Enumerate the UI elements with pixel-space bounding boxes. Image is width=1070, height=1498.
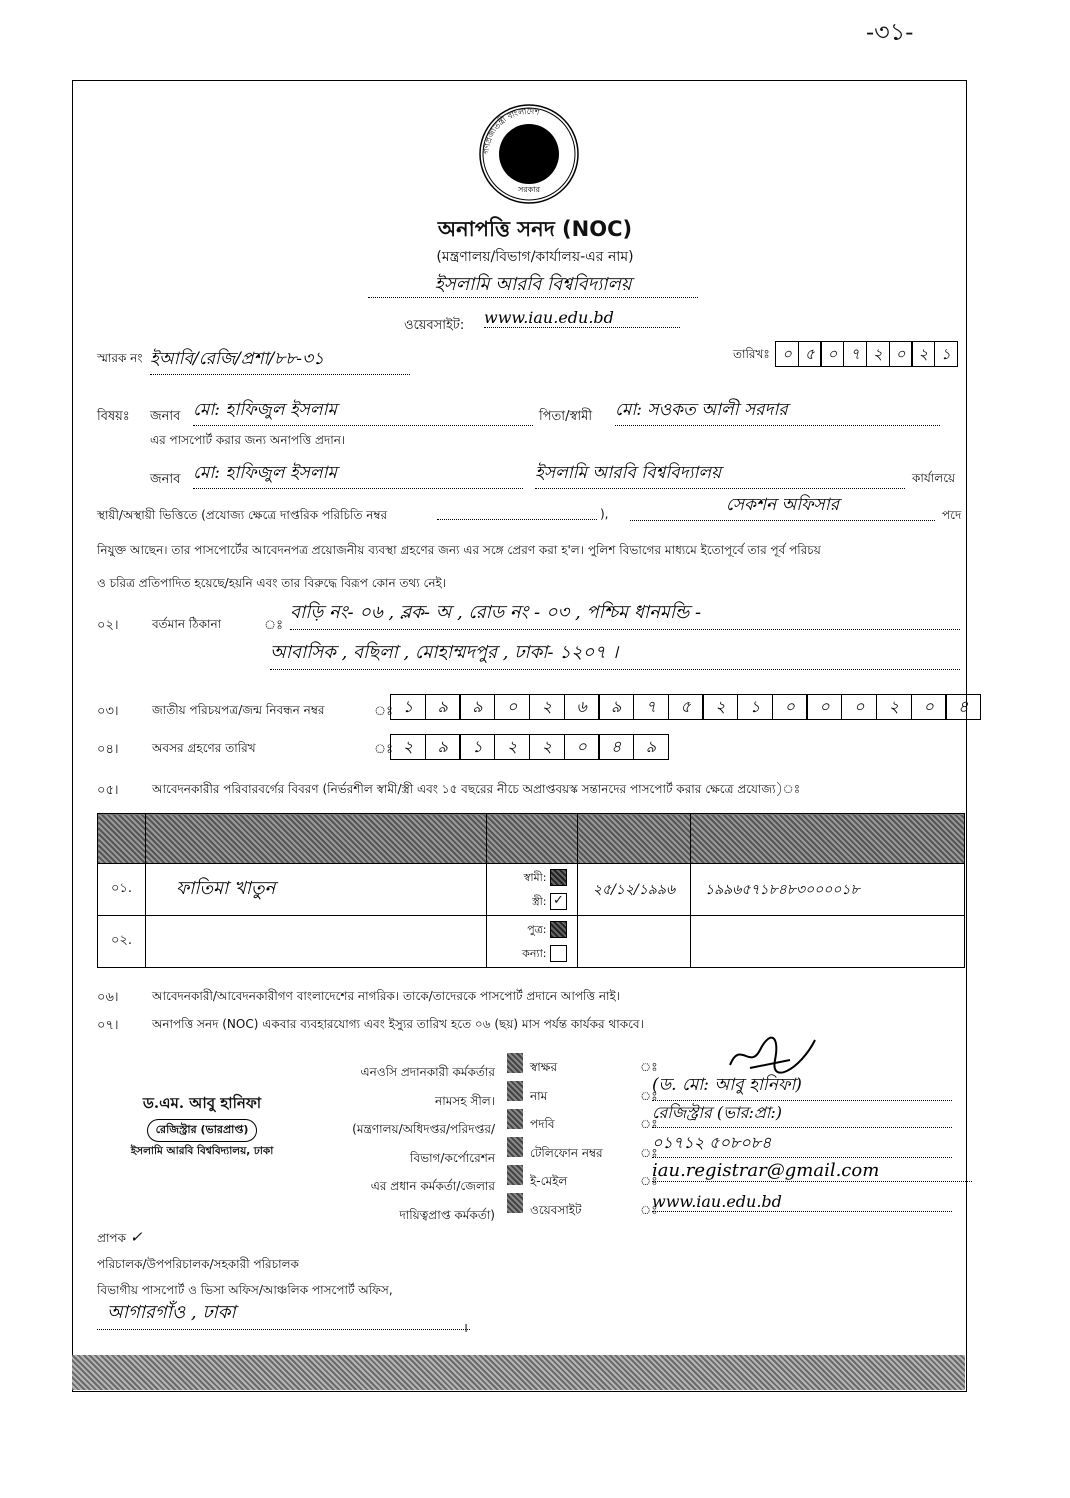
address-line2: আবাসিক , বছিলা , মোহাম্মদপুর , ঢাকা- ১২০৭ । — [270, 638, 960, 670]
digit-box: ১ — [390, 694, 426, 720]
officer-left-line: এনওসি প্রদানকারী কর্মকর্তার — [360, 1065, 495, 1079]
digit-box: ৯ — [425, 694, 461, 720]
svg-text:গণপ্রজাতন্ত্রী বাংলাদেশ: গণপ্রজাতন্ত্রী বাংলাদেশ — [481, 106, 541, 155]
bottom-shaded-strip — [72, 1355, 965, 1390]
officer-left-line: দায়িত্বপ্রাপ্ত কর্মকর্তা) — [399, 1207, 495, 1222]
body-mr-label: জনাব — [150, 472, 181, 487]
officer-email-value: iau.registrar@gmail.com — [652, 1160, 972, 1182]
digit-box: ২ — [529, 694, 565, 720]
digit-box: ৯ — [633, 734, 669, 760]
member-dob: ২৫/১২/১৯৯৬ — [578, 864, 691, 916]
officer-left-labels — [300, 1058, 495, 1229]
date-label: তারিখঃ — [733, 347, 770, 361]
permanent-close: ), — [600, 507, 609, 521]
item03-number: ০৩। — [97, 704, 119, 719]
digit-box: ৯ — [598, 694, 634, 720]
family-member-name — [146, 916, 487, 968]
officer-field-labels — [530, 1053, 603, 1224]
shaded-marker — [507, 1081, 523, 1101]
page-number: -৩১- — [866, 18, 914, 46]
officer-field-label: ই-মেইল — [530, 1174, 568, 1188]
recipient-place: আগারগাঁও , ঢাকা — [97, 1298, 470, 1330]
officer-designation-value: রেজিস্ট্রার (ভার:প্রা:) — [652, 1100, 952, 1128]
digit-box: ০ — [494, 694, 530, 720]
ministry-name: ইসলামি আরবি বিশ্ববিদ্যালয় — [434, 274, 632, 295]
item05-number: ০৫। — [97, 783, 119, 798]
colon: ঃ — [640, 1060, 658, 1074]
digit-box: ১ — [737, 694, 773, 720]
son-checkbox — [550, 921, 567, 938]
digit-box: ৭ — [633, 694, 669, 720]
shaded-marker — [507, 1193, 523, 1213]
officer-left-line: নামসহ সীল। — [435, 1093, 495, 1108]
address-line1: বাড়ি নং- ০৬ , ব্লক- অ , রোড নং - ০৩ , পশ্চিম ধানমন্ডি - — [290, 598, 960, 630]
body-office: ইসলামি আরবি বিশ্ববিদ্যালয় — [535, 460, 905, 489]
item07-text: অনাপত্তি সনদ (NOC) একবার ব্যবহারযোগ্য এবং ইস্যুর তারিখ হতে ০৬ (ছয়) মাস পর্যন্ত কার্যকর থাকবে। — [152, 1017, 644, 1031]
digit-box: ৯ — [425, 734, 461, 760]
digit-box: ২ — [529, 734, 565, 760]
stamp-name: ড.এম. আবু হানিফা — [142, 1094, 262, 1112]
relation-label-daughter: কন্যা: — [522, 946, 547, 960]
stamp-title: রেজিস্ট্রার (ভারপ্রাপ্ত) — [147, 1119, 258, 1142]
recipient-label — [97, 1228, 142, 1250]
digit-box: ০ — [841, 694, 877, 720]
recipient-check-mark: ✓ — [129, 1228, 143, 1246]
digit-box: ০ — [564, 734, 600, 760]
officer-left-line: (মন্ত্রণালয়/অধিদপ্তর/পরিদপ্তর/ — [352, 1122, 495, 1136]
family-header-cell — [98, 814, 146, 864]
officer-field-label: পদবি — [530, 1117, 555, 1131]
relation-cell — [487, 916, 578, 968]
digit-box: ০ — [775, 341, 799, 367]
officer-left-line: বিভাগ/কর্পোরেশন — [410, 1150, 495, 1165]
officer-stamp — [102, 1092, 302, 1161]
digit-box: ২ — [390, 734, 426, 760]
recipient-end: । — [463, 1321, 468, 1336]
website-label: ওয়েবসাইট: — [404, 318, 465, 333]
digit-box: ০ — [889, 341, 913, 367]
date-boxes — [775, 341, 957, 367]
officer-field-label: টেলিফোন নম্বর — [530, 1145, 603, 1160]
relation-cell — [487, 864, 578, 916]
digit-box: ২ — [866, 341, 890, 367]
shaded-marker — [507, 1137, 523, 1157]
item03-colon: ঃ — [374, 704, 394, 719]
item02-number: ০২। — [97, 618, 119, 633]
paragraph-line1: নিযুক্ত আছেন। তার পাসপোর্টের আবেদনপত্র প্রয়োজনীয় ব্যবস্থা গ্রহণের জন্য এর সঙ্গে প্রেরণ করা হ'ল। পুলিশ বিভাগের মাধ্যমে ইতোপূর্বে তার পূর্ব পরিচয় — [97, 543, 821, 557]
item03-label: জাতীয় পরিচয়পত্র/জন্ম নিবন্ধন নম্বর — [152, 703, 325, 717]
officer-left-line: এর প্রধান কর্মকর্তা/জেলার — [370, 1179, 495, 1193]
shaded-marker — [507, 1165, 523, 1185]
wife-checkbox: ✓ — [550, 893, 567, 910]
website-value: www.iau.edu.bd — [484, 308, 680, 328]
item06-number: ০৬। — [97, 990, 119, 1005]
digit-box: ২ — [911, 341, 935, 367]
family-header-cell — [691, 814, 965, 864]
family-row — [98, 864, 965, 916]
memo-label: স্মারক নং — [97, 351, 143, 365]
digit-box: ২ — [494, 734, 530, 760]
subject-line2: এর পাসপোর্ট করার জন্য অনাপত্তি প্রদান। — [150, 433, 346, 447]
digit-box: ৭ — [843, 341, 867, 367]
nid-boxes — [390, 694, 980, 720]
officer-field-label: নাম — [530, 1088, 548, 1103]
family-header-cell — [146, 814, 487, 864]
item04-colon: ঃ — [374, 742, 394, 757]
officer-name-value: (ড. মো: আবু হানিফা) — [652, 1072, 952, 1101]
subject-mr-label: জনাব — [150, 409, 181, 424]
digit-box: ৫ — [668, 694, 704, 720]
shaded-marker — [507, 1109, 523, 1129]
subject-label: বিষয়ঃ — [97, 409, 130, 424]
digit-box: ০ — [806, 694, 842, 720]
stamp-org: ইসলামি আরবি বিশ্ববিদ্যালয়, ঢাকা — [130, 1145, 274, 1157]
shaded-marker — [507, 1053, 523, 1073]
family-row — [98, 916, 965, 968]
member-nid: ১৯৯৬৫৭১৮৪৮৩০০০০১৮ — [691, 864, 965, 916]
officer-phone-value: ০১৭১২ ৫০৮০৮৪ — [652, 1130, 952, 1158]
digit-box: ০ — [772, 694, 808, 720]
ministry-underline — [368, 297, 698, 298]
item05-label: আবেদনকারীর পরিবারবর্গের বিবরণ (নির্ভরশীল স্বামী/স্ত্রী এবং ১৫ বছরের নীচে অপ্রাপ্তবয়স্ক সন্তানদের পাসপোর্ট করার ক্ষেত্রে প্রযোজ্য)ঃ — [152, 782, 801, 796]
digit-box: ০ — [911, 694, 947, 720]
permanent-text: স্থায়ী/অস্থায়ী ভিত্তিতে (প্রযোজ্য ক্ষেত্রে দাপ্তরিক পরিচিতি নম্বর — [97, 508, 388, 522]
digit-box: ২ — [702, 694, 738, 720]
post-suffix: পদে — [942, 508, 962, 522]
memo-value: ইআবি/রেজি/প্রশা/৮৮-৩১ — [150, 346, 410, 375]
officer-field-label: স্বাক্ষর — [530, 1060, 558, 1074]
relation-label-husband: স্বামী: — [523, 870, 547, 884]
item07-number: ০৭। — [97, 1018, 119, 1033]
item06-text: আবেদনকারী/আবেদনকারীগণ বাংলাদেশের নাগরিক। তাকে/তাদেরকে পাসপোর্ট প্রদানে আপত্তি নাই। — [152, 989, 621, 1003]
designation-value: সেকশন অফিসার — [630, 492, 935, 521]
digit-box: ৯ — [459, 694, 495, 720]
family-table — [97, 813, 965, 968]
family-member-name: ফাতিমা খাতুন — [146, 864, 487, 916]
office-suffix: কার্যালয়ে — [912, 471, 956, 485]
digit-box: ৬ — [564, 694, 600, 720]
colon: ঃ — [640, 1117, 658, 1131]
item02-label: বর্তমান ঠিকানা — [152, 617, 222, 631]
husband-checkbox — [550, 869, 567, 886]
family-row-number: ০২. — [98, 916, 146, 968]
digit-box: ৫ — [798, 341, 822, 367]
document-title: অনাপত্তি সনদ (NOC) — [437, 217, 633, 241]
daughter-checkbox — [550, 945, 567, 962]
relation-label-wife: স্ত্রী: — [532, 894, 547, 908]
government-seal — [478, 103, 580, 205]
digit-box: ১ — [934, 341, 958, 367]
member-dob — [578, 916, 691, 968]
relation-label-son: পুত্র: — [527, 922, 547, 936]
father-name: মো: সওকত আলী সরদার — [615, 397, 940, 426]
digit-box: ৪ — [598, 734, 634, 760]
item04-label: অবসর গ্রহণের তারিখ — [152, 741, 256, 755]
retire-date-boxes — [390, 734, 668, 760]
member-nid — [691, 916, 965, 968]
ministry-label: (মন্ত্রণালয়/বিভাগ/কার্যালয়-এর নাম) — [436, 249, 634, 265]
recipient-label-text: প্রাপক — [97, 1231, 126, 1245]
colon: ঃ — [640, 1174, 658, 1188]
colon: ঃ — [640, 1088, 658, 1103]
svg-text:সরকার: সরকার — [517, 185, 541, 194]
digit-box: ০ — [820, 341, 844, 367]
digit-box: ১ — [459, 734, 495, 760]
digit-box: ৪ — [945, 694, 981, 720]
officer-website-value: www.iau.edu.bd — [652, 1192, 952, 1212]
father-label: পিতা/স্বামী — [539, 409, 593, 424]
permanent-dots — [437, 519, 597, 520]
paragraph-line2: ও চরিত্র প্রতিপাদিত হয়েছে/হয়নি এবং তার বিরুদ্ধে বিরূপ কোন তথ্য নেই। — [97, 576, 447, 590]
family-row-number: ০১. — [98, 864, 146, 916]
body-name: মো: হাফিজুল ইসলাম — [193, 460, 523, 489]
item04-number: ০৪। — [97, 742, 119, 757]
subject-name: মো: হাফিজুল ইসলাম — [193, 397, 533, 426]
family-header-cell — [578, 814, 691, 864]
recipient-line2: বিভাগীয় পাসপোর্ট ও ভিসা অফিস/আঞ্চলিক পাসপোর্ট অফিস, — [97, 1283, 393, 1297]
officer-field-label: ওয়েবসাইট — [530, 1202, 582, 1217]
recipient-line1: পরিচালক/উপপরিচালক/সহকারী পরিচালক — [97, 1257, 299, 1271]
family-header-cell — [487, 814, 578, 864]
colon: ঃ — [640, 1202, 658, 1217]
colon: ঃ — [640, 1145, 658, 1160]
digit-box: ২ — [876, 694, 912, 720]
item02-colon: ঃ — [264, 618, 284, 633]
